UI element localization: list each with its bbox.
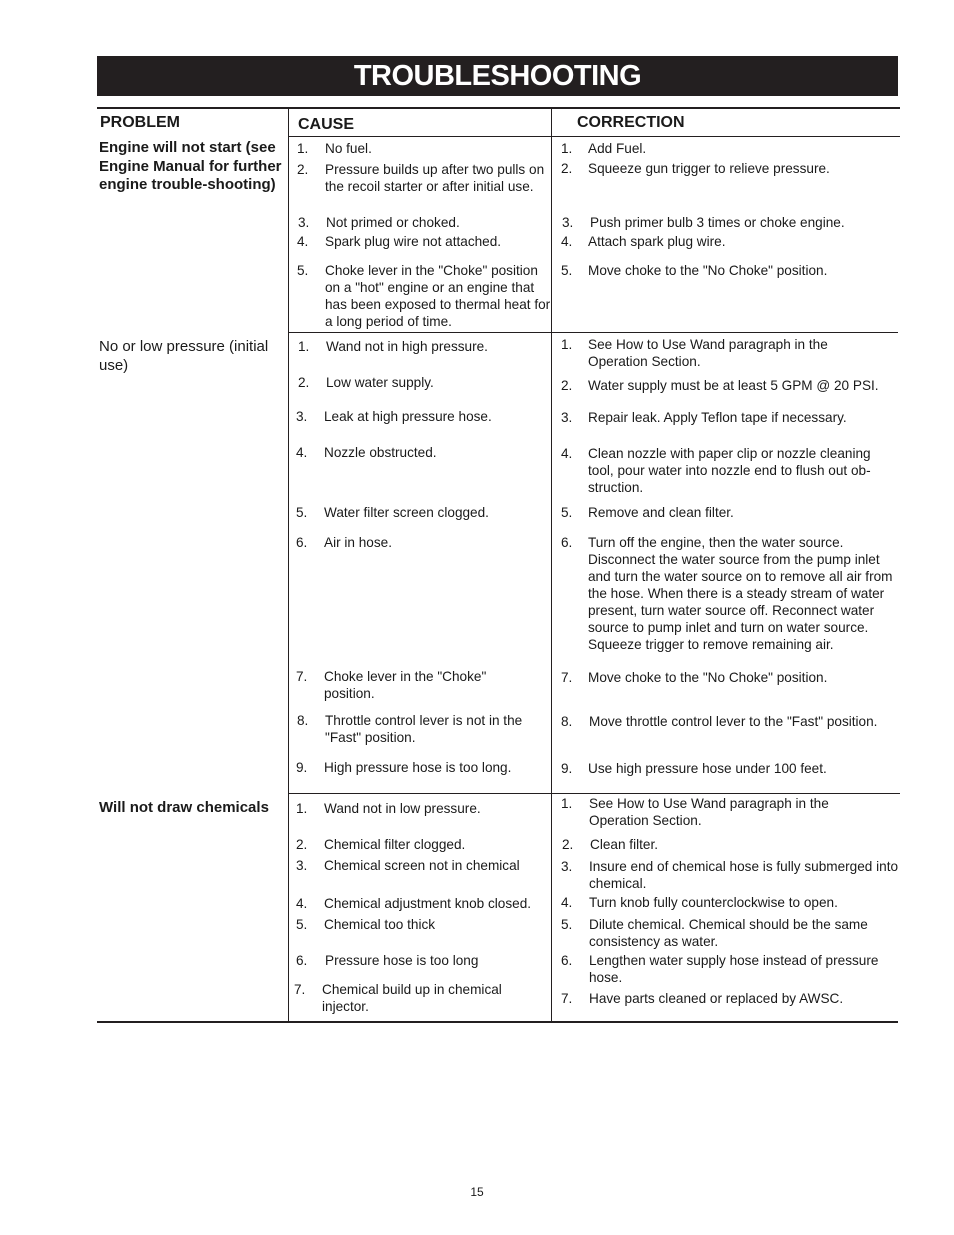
cause-text: Chemical build up in chemical injector. <box>322 982 502 1014</box>
correction-text: Squeeze gun trigger to relieve pressure. <box>588 161 830 176</box>
cause-item <box>297 262 553 330</box>
problem-text: Engine will not start (see Engine Manual for further engine trouble-shooting) <box>99 139 282 193</box>
cause-item <box>296 836 553 853</box>
correction-item <box>561 760 899 777</box>
correction-text: Clean filter. <box>590 837 659 852</box>
cause-item <box>298 338 553 355</box>
correction-text: Have parts cleaned or replaced by AWSC. <box>589 991 844 1006</box>
header-bottom-rule <box>288 136 900 137</box>
correction-item <box>561 445 899 496</box>
correction-number: 9. <box>561 761 573 776</box>
cause-text: Leak at high pressure hose. <box>324 409 492 424</box>
column-header-cause: CAUSE <box>298 116 355 133</box>
cause-text: Chemical filter clogged. <box>324 837 466 852</box>
cause-item <box>296 759 553 776</box>
correction-text: Move choke to the "No Choke" position. <box>588 263 828 278</box>
correction-number: 7. <box>561 670 573 685</box>
correction-text: Move choke to the "No Choke" position. <box>588 670 828 685</box>
correction-item <box>561 233 899 250</box>
cause-text: Air in hose. <box>324 535 393 550</box>
correction-item <box>562 836 899 853</box>
cause-number: 1. <box>297 141 309 156</box>
cause-item <box>296 916 553 933</box>
correction-item <box>561 990 899 1007</box>
correction-text: Clean nozzle with paper clip or nozzle cleaning tool, pour water into nozzle end to flush out ob-struction. <box>588 446 871 495</box>
cause-number: 7. <box>294 982 306 997</box>
cause-item <box>297 161 553 195</box>
cause-text: Chemical too thick <box>324 917 436 932</box>
correction-item <box>561 336 861 370</box>
correction-text: Push primer bulb 3 times or choke engine. <box>590 215 845 230</box>
column-header-problem: PROBLEM <box>100 114 180 131</box>
correction-number: 5. <box>561 505 573 520</box>
cause-item <box>297 140 553 157</box>
section-divider <box>288 793 900 794</box>
correction-text: Lengthen water supply hose instead of pressure hose. <box>589 953 879 985</box>
cause-item <box>296 857 553 874</box>
cause-number: 8. <box>297 713 309 728</box>
cause-item <box>296 895 553 912</box>
cause-text: High pressure hose is too long. <box>324 760 512 775</box>
correction-number: 4. <box>561 234 573 249</box>
cause-item <box>296 444 553 461</box>
table-bottom-rule <box>97 1021 898 1023</box>
correction-text: Turn knob fully counterclockwise to open. <box>589 895 838 910</box>
cause-item <box>296 800 553 817</box>
cause-number: 4. <box>296 445 308 460</box>
correction-item <box>561 160 899 177</box>
correction-number: 5. <box>561 263 573 278</box>
correction-number: 5. <box>561 917 573 932</box>
cause-number: 7. <box>296 669 308 684</box>
cause-text: Water filter screen clogged. <box>324 505 489 520</box>
cause-item <box>297 233 553 250</box>
cause-item <box>296 668 511 702</box>
cause-text: Wand not in low pressure. <box>324 801 481 816</box>
cause-text: Nozzle obstructed. <box>324 445 437 460</box>
cause-number: 5. <box>296 917 308 932</box>
correction-number: 2. <box>561 378 573 393</box>
cause-text: Low water supply. <box>326 375 434 390</box>
correction-text: Use high pressure hose under 100 feet. <box>588 761 827 776</box>
correction-item <box>561 534 899 653</box>
cause-item <box>297 712 553 746</box>
header-rule <box>97 107 900 109</box>
correction-number: 7. <box>561 991 573 1006</box>
cause-text: Choke lever in the "Choke" position. <box>324 669 487 701</box>
correction-number: 2. <box>561 161 573 176</box>
correction-item <box>561 262 899 279</box>
column-header-correction: CORRECTION <box>577 114 685 131</box>
correction-text: Insure end of chemical hose is fully submerged into chemical. <box>589 859 899 891</box>
cause-number: 1. <box>296 801 308 816</box>
correction-number: 1. <box>561 796 573 811</box>
cause-text: Choke lever in the "Choke" position on a "hot" engine or an engine that has been exposed to thermal heat for a long period of time. <box>325 263 551 329</box>
cause-text: Not primed or choked. <box>326 215 460 230</box>
correction-text: Repair leak. Apply Teflon tape if necessary. <box>588 410 847 425</box>
correction-item <box>561 713 899 730</box>
section-divider <box>288 332 898 333</box>
correction-text: Remove and clean filter. <box>588 505 734 520</box>
cause-number: 2. <box>298 375 310 390</box>
cause-number: 6. <box>296 535 308 550</box>
correction-item <box>561 504 899 521</box>
problem-text: Will not draw chemicals <box>99 799 269 816</box>
cause-text: Chemical adjustment knob closed. <box>324 896 532 911</box>
cause-number: 6. <box>296 953 308 968</box>
correction-text: Attach spark plug wire. <box>588 234 726 249</box>
correction-text: See How to Use Wand paragraph in the Operation Section. <box>588 337 828 369</box>
correction-item <box>561 377 899 394</box>
correction-item <box>561 916 899 950</box>
correction-item <box>561 858 899 892</box>
cause-number: 5. <box>297 263 309 278</box>
cause-number: 1. <box>298 339 310 354</box>
cause-text: Pressure hose is too long <box>325 953 479 968</box>
cause-text: Chemical screen not in chemical <box>324 858 520 873</box>
cause-column-divider <box>288 109 289 1022</box>
cause-number: 9. <box>296 760 308 775</box>
cause-text: No fuel. <box>325 141 372 156</box>
cause-number: 5. <box>296 505 308 520</box>
cause-number: 4. <box>297 234 309 249</box>
cause-item <box>294 981 534 1015</box>
cause-number: 3. <box>296 409 308 424</box>
page-number: 15 <box>470 1185 484 1199</box>
correction-number: 3. <box>562 215 574 230</box>
correction-text: See How to Use Wand paragraph in the Operation Section. <box>589 796 829 828</box>
cause-item <box>296 952 553 969</box>
cause-number: 2. <box>296 837 308 852</box>
cause-text: Pressure builds up after two pulls on the recoil starter or after initial use. <box>325 162 545 194</box>
correction-number: 1. <box>561 337 573 352</box>
correction-number: 2. <box>562 837 574 852</box>
correction-number: 3. <box>561 410 573 425</box>
cause-number: 4. <box>296 896 308 911</box>
correction-number: 6. <box>561 535 573 550</box>
correction-item <box>562 214 899 231</box>
correction-text: Move throttle control lever to the "Fast" position. <box>589 714 878 729</box>
correction-text: Add Fuel. <box>588 141 647 156</box>
correction-item <box>561 140 899 157</box>
cause-item <box>298 214 553 231</box>
cause-item <box>296 408 553 425</box>
correction-item <box>561 894 899 911</box>
correction-text: Water supply must be at least 5 GPM @ 20 PSI. <box>588 378 879 393</box>
cause-text: Throttle control lever is not in the "Fast" position. <box>325 713 523 745</box>
cause-item <box>296 534 553 551</box>
cause-text: Spark plug wire not attached. <box>325 234 502 249</box>
correction-number: 4. <box>561 895 573 910</box>
correction-item <box>561 795 861 829</box>
cause-item <box>298 374 553 391</box>
correction-number: 8. <box>561 714 573 729</box>
correction-number: 6. <box>561 953 573 968</box>
correction-text: Turn off the engine, then the water source. Disconnect the water source from the pump inlet and turn the water source on to remove all air from the hose. When there is a steady stream of water present, turn water source off. Reconnect water source to pump inlet and turn on water source. Squeeze trigger to remove remaining air. <box>588 535 893 652</box>
correction-text: Dilute chemical. Chemical should be the same consistency as water. <box>589 917 868 949</box>
correction-number: 3. <box>561 859 573 874</box>
correction-item <box>561 669 899 686</box>
correction-item <box>561 409 899 426</box>
correction-number: 1. <box>561 141 573 156</box>
problem-text: No or low pressure (initial use) <box>99 338 269 374</box>
cause-number: 3. <box>298 215 310 230</box>
cause-number: 2. <box>297 162 309 177</box>
cause-number: 3. <box>296 858 308 873</box>
cause-item <box>296 504 553 521</box>
cause-text: Wand not in high pressure. <box>326 339 488 354</box>
correction-number: 4. <box>561 446 573 461</box>
page-title: TROUBLESHOOTING <box>97 56 898 96</box>
correction-item <box>561 952 899 986</box>
